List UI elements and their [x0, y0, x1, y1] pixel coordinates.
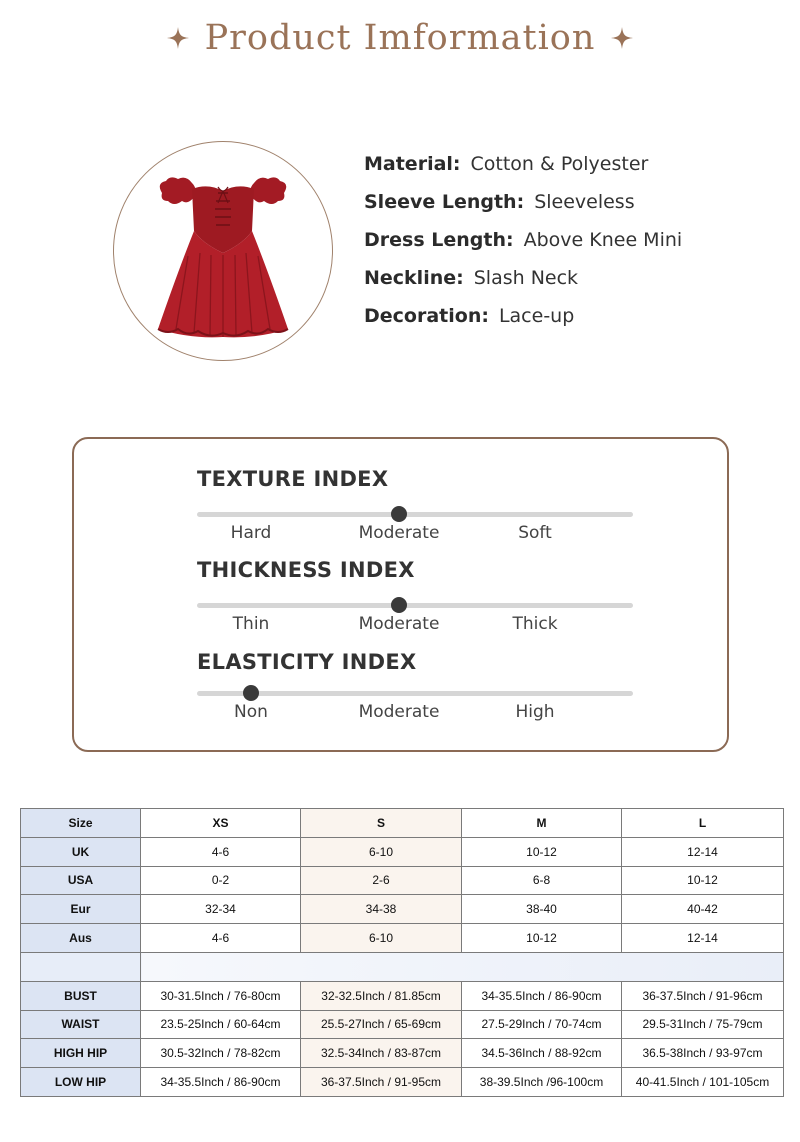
texture-index-knob: [391, 506, 407, 522]
sparkle-icon: [167, 27, 189, 49]
spec-value: Lace-up: [498, 305, 575, 327]
spec-dress-length: [364, 221, 682, 259]
table-header-cell: M: [462, 809, 622, 838]
spec-neckline: [364, 259, 682, 297]
thickness-label-low: Thin: [232, 614, 270, 634]
table-cell: 4-6: [141, 837, 301, 866]
table-row-label: Aus: [21, 924, 141, 953]
table-spacer-row: [21, 952, 784, 981]
table-header-cell: Size: [21, 809, 141, 838]
table-cell: 12-14: [622, 837, 784, 866]
table-row: [21, 981, 784, 1010]
table-cell: 23.5-25Inch / 60-64cm: [141, 1010, 301, 1039]
texture-label-high: Soft: [518, 523, 552, 543]
table-row: [21, 1010, 784, 1039]
table-cell: 10-12: [622, 866, 784, 895]
page-title: Product Imformation: [204, 18, 596, 58]
size-header-row: [21, 809, 784, 838]
size-chart-table: [20, 808, 784, 1097]
table-header-cell: L: [622, 809, 784, 838]
table-cell: 0-2: [141, 866, 301, 895]
table-cell: 29.5-31Inch / 75-79cm: [622, 1010, 784, 1039]
texture-index-title: TEXTURE INDEX: [197, 467, 389, 491]
elasticity-index-title: ELASTICITY INDEX: [197, 650, 417, 674]
elasticity-index-track: [197, 691, 633, 696]
table-cell: 6-10: [301, 837, 462, 866]
table-spacer-cell: [141, 952, 784, 981]
table-cell: 12-14: [622, 924, 784, 953]
table-cell: 25.5-27Inch / 65-69cm: [301, 1010, 462, 1039]
table-cell: 10-12: [462, 837, 622, 866]
spec-decoration: [364, 297, 682, 335]
table-cell: 36.5-38Inch / 93-97cm: [622, 1039, 784, 1068]
table-cell: 4-6: [141, 924, 301, 953]
spec-material: [364, 145, 682, 183]
thickness-label-mid: Moderate: [358, 614, 440, 634]
table-cell: 34-35.5Inch / 86-90cm: [141, 1068, 301, 1097]
table-cell: 34.5-36Inch / 88-92cm: [462, 1039, 622, 1068]
page-header: [0, 12, 800, 64]
table-cell: 34-35.5Inch / 86-90cm: [462, 981, 622, 1010]
thickness-index-knob: [391, 597, 407, 613]
sparkle-icon: [611, 27, 633, 49]
texture-index-track: [197, 512, 633, 517]
table-row-label: BUST: [21, 981, 141, 1010]
table-row: [21, 866, 784, 895]
table-cell: 30.5-32Inch / 78-82cm: [141, 1039, 301, 1068]
table-row-label: USA: [21, 866, 141, 895]
spec-label: Decoration:: [364, 305, 489, 327]
table-cell: 38-40: [462, 895, 622, 924]
table-row: [21, 1068, 784, 1097]
table-cell: 40-42: [622, 895, 784, 924]
table-cell: 32-34: [141, 895, 301, 924]
table-cell: 6-8: [462, 866, 622, 895]
product-specs: [364, 145, 682, 335]
table-cell: 27.5-29Inch / 70-74cm: [462, 1010, 622, 1039]
table-row: [21, 1039, 784, 1068]
table-spacer-cell: [21, 952, 141, 981]
product-image-frame: [113, 141, 333, 361]
table-row-label: WAIST: [21, 1010, 141, 1039]
table-row: [21, 895, 784, 924]
thickness-index-title: THICKNESS INDEX: [197, 558, 415, 582]
table-row: [21, 837, 784, 866]
thickness-index-track: [197, 603, 633, 608]
red-dress-image: [148, 161, 298, 341]
elasticity-label-high: High: [515, 702, 555, 722]
table-cell: 38-39.5Inch /96-100cm: [462, 1068, 622, 1097]
table-row-label: LOW HIP: [21, 1068, 141, 1097]
elasticity-label-low: Non: [234, 702, 268, 722]
spec-value: Above Knee Mini: [523, 229, 683, 251]
fabric-index-card: [72, 437, 729, 752]
spec-label: Material:: [364, 153, 461, 175]
elasticity-label-mid: Moderate: [358, 702, 440, 722]
table-header-cell: S: [301, 809, 462, 838]
spec-label: Dress Length:: [364, 229, 514, 251]
spec-label: Neckline:: [364, 267, 464, 289]
spec-value: Cotton & Polyester: [470, 153, 649, 175]
elasticity-index-knob: [243, 685, 259, 701]
table-cell: 10-12: [462, 924, 622, 953]
spec-sleeve-length: [364, 183, 682, 221]
spec-value: Sleeveless: [534, 191, 635, 213]
table-row: [21, 924, 784, 953]
table-row-label: HIGH HIP: [21, 1039, 141, 1068]
texture-label-low: Hard: [230, 523, 272, 543]
texture-label-mid: Moderate: [358, 523, 440, 543]
table-cell: 40-41.5Inch / 101-105cm: [622, 1068, 784, 1097]
table-cell: 36-37.5Inch / 91-96cm: [622, 981, 784, 1010]
table-cell: 34-38: [301, 895, 462, 924]
table-row-label: Eur: [21, 895, 141, 924]
table-cell: 30-31.5Inch / 76-80cm: [141, 981, 301, 1010]
table-cell: 32-32.5Inch / 81.85cm: [301, 981, 462, 1010]
table-cell: 6-10: [301, 924, 462, 953]
table-cell: 36-37.5Inch / 91-95cm: [301, 1068, 462, 1097]
table-row-label: UK: [21, 837, 141, 866]
thickness-label-high: Thick: [512, 614, 558, 634]
spec-value: Slash Neck: [473, 267, 579, 289]
table-cell: 2-6: [301, 866, 462, 895]
spec-label: Sleeve Length:: [364, 191, 525, 213]
table-header-cell: XS: [141, 809, 301, 838]
table-cell: 32.5-34Inch / 83-87cm: [301, 1039, 462, 1068]
